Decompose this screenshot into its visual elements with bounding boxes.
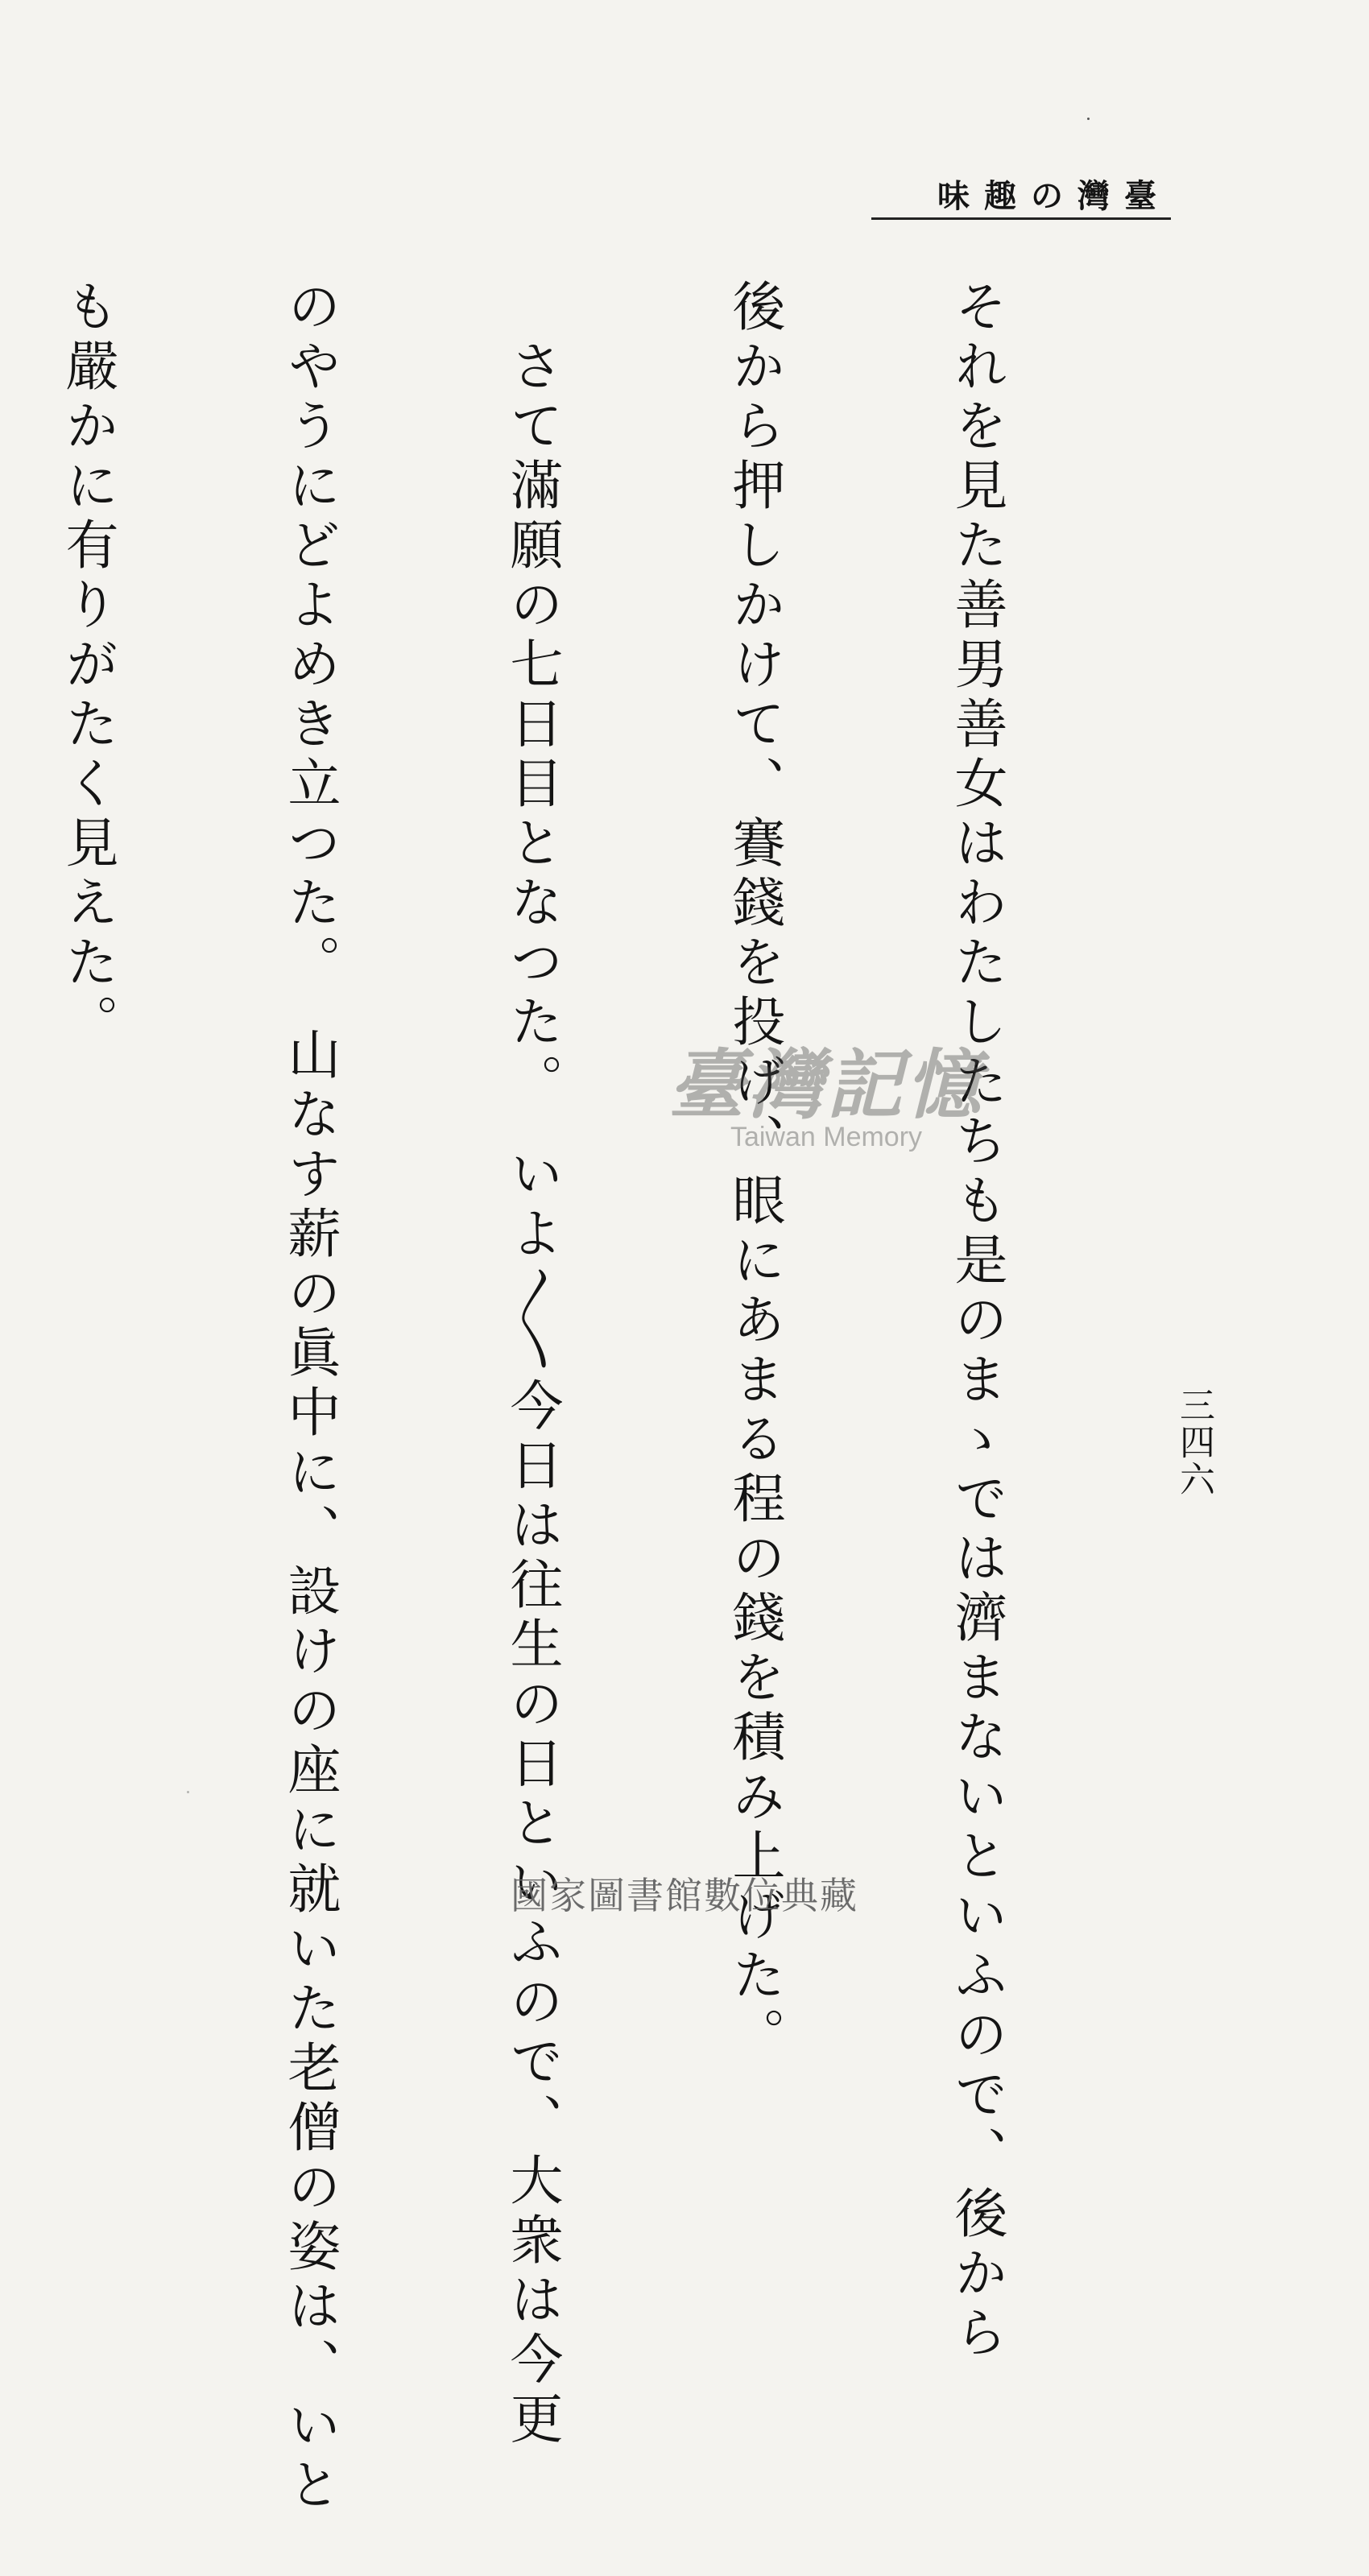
watermark-text: 臺灣記憶: [668, 1041, 985, 1130]
text-column: それを見た善男善女はわたしたちも是のまゝでは濟まないといふので、後から: [945, 279, 1007, 2364]
running-head: 臺灣の趣味: [937, 177, 1171, 215]
text-column: も嚴かに有りがたく見えた。: [56, 279, 118, 1053]
text-column: 後から押しかけて、賽錢を投げ、眼にあまる程の錢を積み上げた。: [723, 279, 785, 2066]
footer-credit: 國家圖書館數位典藏: [511, 1874, 858, 1917]
watermark-logo: [668, 1024, 984, 1153]
text-column: のやうにどよめき立つた。 山なす薪の眞中に、設けの座に就いた老僧の姿は、いと: [279, 279, 341, 2516]
text-column: さて滿願の七日目となつた。 いよ〳〵今日は往生の日といふので、大衆は今更: [501, 279, 563, 2450]
scan-speck: [1087, 118, 1090, 120]
watermark-subtext: Taiwan Memory: [730, 1122, 923, 1152]
page-number: 三四六: [1173, 1387, 1214, 1498]
header-rule: [871, 217, 1171, 220]
